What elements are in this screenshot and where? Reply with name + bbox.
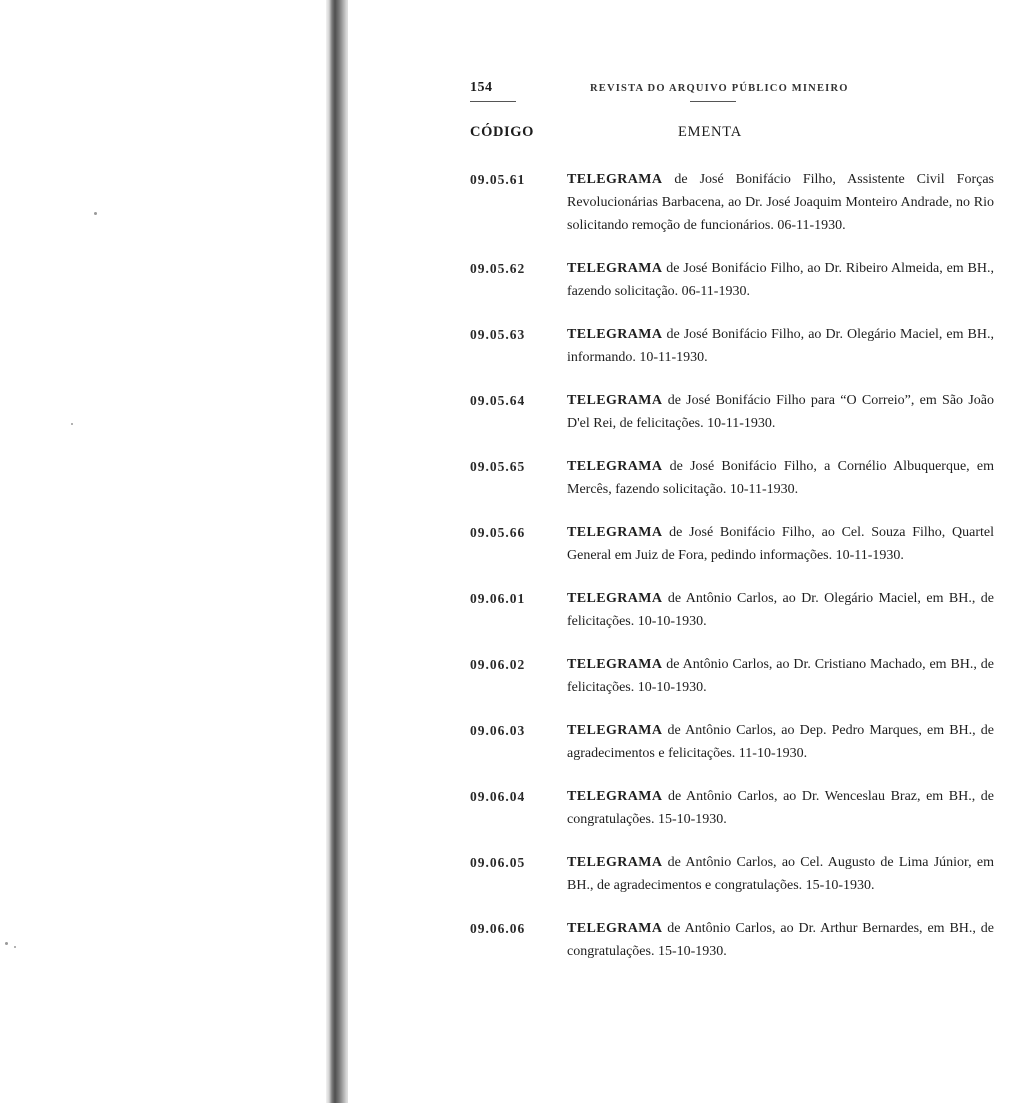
entry-type: TELEGRAMA: [567, 525, 663, 540]
entry-code: 09.06.05: [470, 855, 526, 870]
entry-ementa: [567, 917, 994, 963]
entry-code: 09.06.04: [470, 789, 526, 804]
header-rule: [470, 101, 516, 102]
entry-description: de José Bonifácio Filho, ao Dr. Olegário Maciel, em BH., informando. 10-11-1930.: [567, 327, 994, 365]
paper-speck: [5, 942, 8, 945]
entry-description: de Antônio Carlos, ao Dr. Cristiano Machado, em BH., de felicitações. 10-10-1930.: [567, 657, 994, 695]
journal-title: REVISTA DO ARQUIVO PÚBLICO MINEIRO: [590, 83, 849, 94]
entry-type: TELEGRAMA: [567, 855, 663, 870]
catalog-entry: [470, 168, 994, 237]
catalog-entry: [470, 389, 994, 435]
catalog-entry: [470, 851, 994, 897]
entry-type: TELEGRAMA: [567, 172, 663, 187]
entry-ementa: [567, 521, 994, 567]
entry-type: TELEGRAMA: [567, 327, 663, 342]
entry-code: 09.05.63: [470, 327, 526, 342]
catalog-entry: [470, 521, 994, 567]
entry-code: 09.06.01: [470, 591, 526, 606]
paper-speck: [94, 212, 97, 215]
ementa-column-header: EMENTA: [678, 124, 743, 140]
column-headers: [470, 124, 994, 148]
entry-description: de Antônio Carlos, ao Cel. Augusto de Lima Júnior, em BH., de agradecimentos e congratulações. 15-10-1930.: [567, 855, 995, 893]
catalog-entry: [470, 587, 994, 633]
entry-ementa: [567, 389, 994, 435]
entry-description: de José Bonifácio Filho, a Cornélio Albuquerque, em Mercês, fazendo solicitação. 10-11-1930.: [567, 459, 994, 497]
entry-type: TELEGRAMA: [567, 393, 663, 408]
entry-code: 09.05.64: [470, 393, 526, 408]
catalog-entry: [470, 257, 994, 303]
entry-type: TELEGRAMA: [567, 723, 663, 738]
catalog-entry: [470, 917, 994, 963]
entry-type: TELEGRAMA: [567, 657, 663, 672]
page-number: 154: [470, 80, 493, 95]
catalog-entry: [470, 719, 994, 765]
entry-type: TELEGRAMA: [567, 789, 663, 804]
entry-code: 09.06.06: [470, 921, 526, 936]
entry-type: TELEGRAMA: [567, 591, 663, 606]
entry-ementa: [567, 455, 994, 501]
entry-description: de José Bonifácio Filho, Assistente Civil Forças Revolucionárias Barbacena, ao Dr. José Joaquim Monteiro Andrade, no Rio solicitando remoção de funcionários. 06-11-1930.: [567, 172, 994, 233]
entry-ementa: [567, 851, 994, 897]
entry-code: 09.06.03: [470, 723, 526, 738]
catalog-entry: [470, 455, 994, 501]
document-page: [470, 80, 994, 983]
book-gutter: [326, 0, 348, 1103]
entry-type: TELEGRAMA: [567, 459, 663, 474]
header-rule: [690, 101, 736, 102]
entry-description: de José Bonifácio Filho, ao Dr. Ribeiro Almeida, em BH., fazendo solicitação. 06-11-1930.: [567, 261, 995, 299]
catalog-entry: [470, 323, 994, 369]
entry-description: de Antônio Carlos, ao Dep. Pedro Marques, em BH., de agradecimentos e felicitações. 11-10-1930.: [567, 723, 995, 761]
entry-type: TELEGRAMA: [567, 921, 663, 936]
entry-description: de José Bonifácio Filho para “O Correio”, em São João D'el Rei, de felicitações. 10-11-1930.: [567, 393, 995, 431]
entry-ementa: [567, 587, 994, 633]
entry-description: de Antônio Carlos, ao Dr. Olegário Maciel, em BH., de felicitações. 10-10-1930.: [567, 591, 995, 629]
entry-code: 09.05.62: [470, 261, 526, 276]
entry-ementa: [567, 257, 994, 303]
entry-ementa: [567, 785, 994, 831]
entry-code: 09.05.65: [470, 459, 526, 474]
entry-type: TELEGRAMA: [567, 261, 663, 276]
entry-code: 09.05.61: [470, 172, 526, 187]
entry-ementa: [567, 168, 994, 237]
running-head: [470, 80, 994, 102]
entry-code: 09.06.02: [470, 657, 526, 672]
entry-code: 09.05.66: [470, 525, 526, 540]
catalog-entry: [470, 653, 994, 699]
entry-description: de Antônio Carlos, ao Dr. Wenceslau Braz, em BH., de congratulações. 15-10-1930.: [567, 789, 994, 827]
entry-ementa: [567, 323, 994, 369]
entry-ementa: [567, 653, 994, 699]
paper-speck: [71, 423, 73, 425]
paper-speck: [14, 946, 16, 948]
catalog-entry: [470, 785, 994, 831]
entry-ementa: [567, 719, 994, 765]
entry-description: de José Bonifácio Filho, ao Cel. Souza Filho, Quartel General em Juiz de Fora, pedindo informações. 10-11-1930.: [567, 525, 994, 563]
entry-list: [470, 168, 994, 963]
code-column-header: CÓDIGO: [470, 124, 535, 140]
entry-description: de Antônio Carlos, ao Dr. Arthur Bernardes, em BH., de congratulações. 15-10-1930.: [567, 921, 995, 959]
